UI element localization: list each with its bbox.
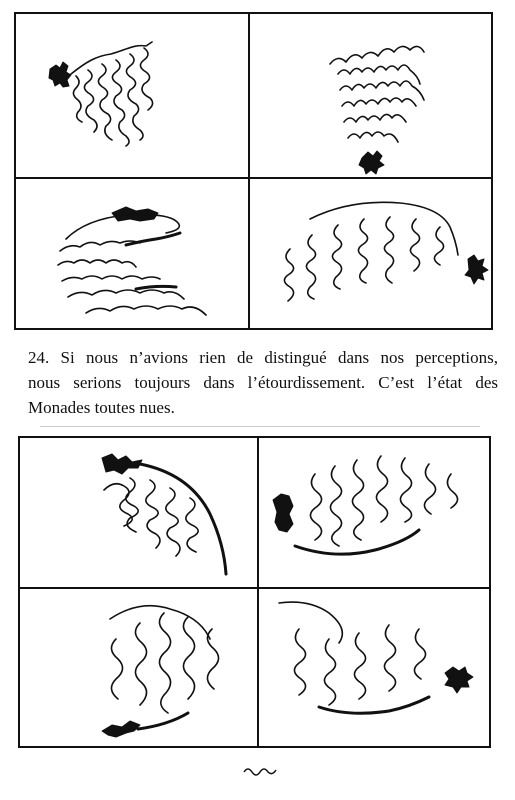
bottom-top-left-wave-2 — [146, 480, 160, 548]
bottom-bottom-left-wave-2 — [159, 613, 170, 713]
top-right-blot — [359, 151, 384, 174]
bottom-top-left-wave-1 — [126, 478, 138, 532]
caption-paragraph — [28, 345, 498, 420]
bottom-bottom-right-wave-0 — [294, 629, 305, 695]
middle-right-wave-1 — [306, 235, 315, 299]
bottom-top-right-blot — [273, 494, 293, 532]
top-right-wave-3 — [342, 98, 416, 106]
middle-right-wave-3 — [358, 219, 367, 283]
caption-line-1: 24. Si nous n’avions rien de distingué dans nos perceptions, — [28, 348, 498, 367]
middle-left-wave-3 — [62, 276, 160, 281]
bottom-top-right-wave-1 — [330, 466, 341, 546]
middle-left-dark-stroke — [126, 233, 180, 245]
middle-right-wave-6 — [434, 227, 443, 265]
middle-right-wave-5 — [410, 219, 419, 271]
middle-left-wave-2 — [58, 260, 136, 267]
middle-right-wave-0 — [284, 249, 293, 301]
top-left-wave-1 — [73, 76, 82, 122]
bottom-top-right-wave-5 — [424, 464, 435, 514]
bottom-bottom-right-wave-4 — [414, 629, 425, 679]
bottom-top-right-wave-0 — [310, 474, 321, 540]
middle-right-wave-2 — [332, 225, 341, 289]
top-right-wave-2 — [340, 81, 424, 100]
top-figure-grid — [14, 12, 493, 330]
bottom-bottom-left-drawing — [20, 589, 257, 748]
top-right-drawing — [250, 14, 493, 177]
bottom-bottom-left-blot — [102, 721, 140, 737]
caption-line-3: Monades toutes nues. — [28, 398, 175, 417]
bottom-top-left-wave-4 — [186, 498, 198, 552]
top-left-wave-3 — [98, 64, 112, 140]
middle-right-wave-4 — [384, 217, 393, 283]
bottom-bottom-right-wave-3 — [384, 625, 395, 691]
top-right-wave-5 — [348, 132, 398, 142]
top-right-wave-4 — [344, 114, 406, 122]
top-left-wave-0 — [71, 42, 152, 74]
bottom-bottom-left-wave-1 — [135, 623, 146, 705]
top-left-drawing — [16, 14, 248, 177]
top-right-wave-0 — [330, 46, 424, 64]
top-left-wave-2 — [84, 70, 97, 132]
bottom-top-right-dark-arc — [295, 530, 419, 554]
page-mark-scribble — [240, 762, 280, 778]
middle-left-wave-4 — [68, 290, 184, 299]
top-left-blot — [49, 62, 71, 87]
bottom-bottom-right-wave-2 — [354, 633, 365, 699]
middle-left-wave-5 — [86, 306, 206, 315]
bottom-top-right-wave-2 — [352, 460, 363, 540]
bottom-bottom-left-wave-0 — [111, 639, 122, 699]
bottom-bottom-right-blot — [445, 667, 473, 693]
bottom-figure-grid — [18, 436, 491, 748]
bottom-bottom-left-dark-stroke — [138, 713, 188, 729]
middle-right-drawing — [250, 179, 493, 330]
bottom-top-right-wave-3 — [376, 456, 387, 522]
top-left-wave-6 — [140, 48, 152, 110]
bottom-top-left-drawing — [20, 438, 257, 587]
bottom-bottom-right-outline — [279, 602, 342, 643]
bottom-top-right-drawing — [259, 438, 491, 587]
middle-left-dark-stroke-2 — [136, 286, 176, 289]
middle-left-drawing — [16, 179, 248, 330]
bottom-bottom-right-drawing — [259, 589, 491, 748]
bottom-top-left-wave-3 — [166, 488, 180, 556]
bottom-bottom-left-wave-3 — [183, 617, 194, 699]
caption-line-2: nous serions toujours dans l’étourdissement. C’est l’état des — [28, 373, 498, 392]
bottom-top-left-blot — [102, 454, 142, 474]
section-divider — [40, 426, 480, 427]
middle-right-blot — [465, 255, 488, 284]
bottom-top-right-wave-4 — [400, 458, 411, 522]
bottom-bottom-right-wave-1 — [324, 639, 335, 705]
bottom-top-right-wave-6 — [447, 474, 457, 508]
